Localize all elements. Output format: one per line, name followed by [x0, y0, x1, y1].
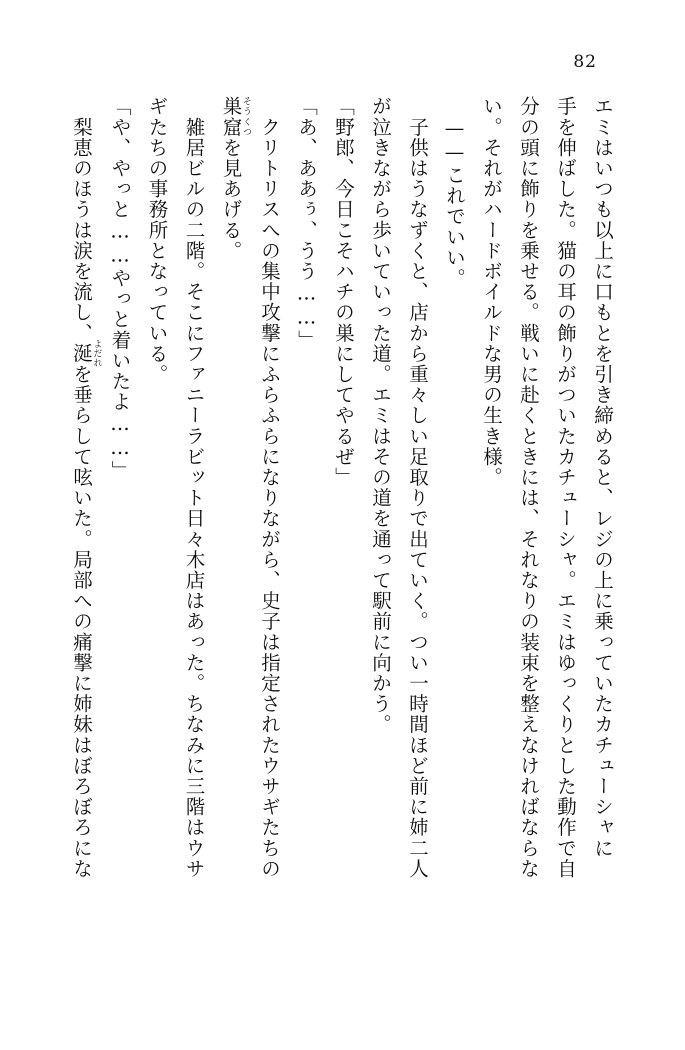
body-text-vertical	[61, 96, 621, 996]
ruby-sokutsu	[219, 96, 251, 138]
text-line: が泣きながら歩いていった道。エミはその道を通って駅前に向かう。	[369, 96, 392, 735]
text-segment: クリトリスへの集中攻撃にふらふらになりながら、史子は指定されたウサギたちの	[258, 96, 281, 879]
text-line: 子供はうなずくと、店から重々しい足取りで出ていく。つい一時間ほど前に姉二人	[406, 96, 429, 879]
text-line: 「野郎、今日こそハチの巣にしてやるぜ」	[332, 96, 355, 488]
ruby-yodare	[70, 339, 102, 368]
text-segment: を垂らして呟いた。局部への痛撃に姉妹はぼろぼろにな	[70, 363, 93, 879]
page-number: 82	[573, 52, 597, 72]
text-line: ギたちの事務所となっている。	[145, 96, 169, 385]
text-line: 「あ、ああぅ、うう……」	[295, 96, 318, 351]
text-line-with-ruby	[213, 96, 252, 996]
text-line: 手を伸ばした。猫の耳の飾りがついたカチューシャ。エミはゆっくりとした動作で自	[554, 96, 577, 879]
text-segment: を見あげる。	[219, 137, 243, 261]
ruby-reading: そうくつ	[241, 96, 251, 138]
text-line-with-ruby	[63, 96, 102, 996]
text-line: 雑居ビルの二階。そこにファニーラビット日々木店はあった。ちなみに三階はウサ	[182, 96, 206, 879]
text-line: い。それがハードボイルドな男の生き様。	[480, 96, 503, 488]
ruby-base: 巣窟	[219, 96, 243, 138]
text-line: 分の頭に飾りを乗せる。戦いに赴くときには、それなりの装束を整えなければならな	[517, 96, 540, 879]
text-segment: 梨恵のほうは涙を流し、	[70, 96, 93, 344]
text-line: ——これでいい。	[443, 96, 466, 289]
text-line: 「や、やっと……やっと着いたよ……」	[108, 96, 132, 481]
text-line: エミはいつも以上に口もとを引き締めると、レジの上に乗っていたカチューシャに	[591, 96, 614, 859]
text-line-with-ruby	[251, 96, 288, 996]
ruby-reading: よだれ	[91, 339, 102, 368]
ruby-base: 涎	[70, 339, 93, 368]
